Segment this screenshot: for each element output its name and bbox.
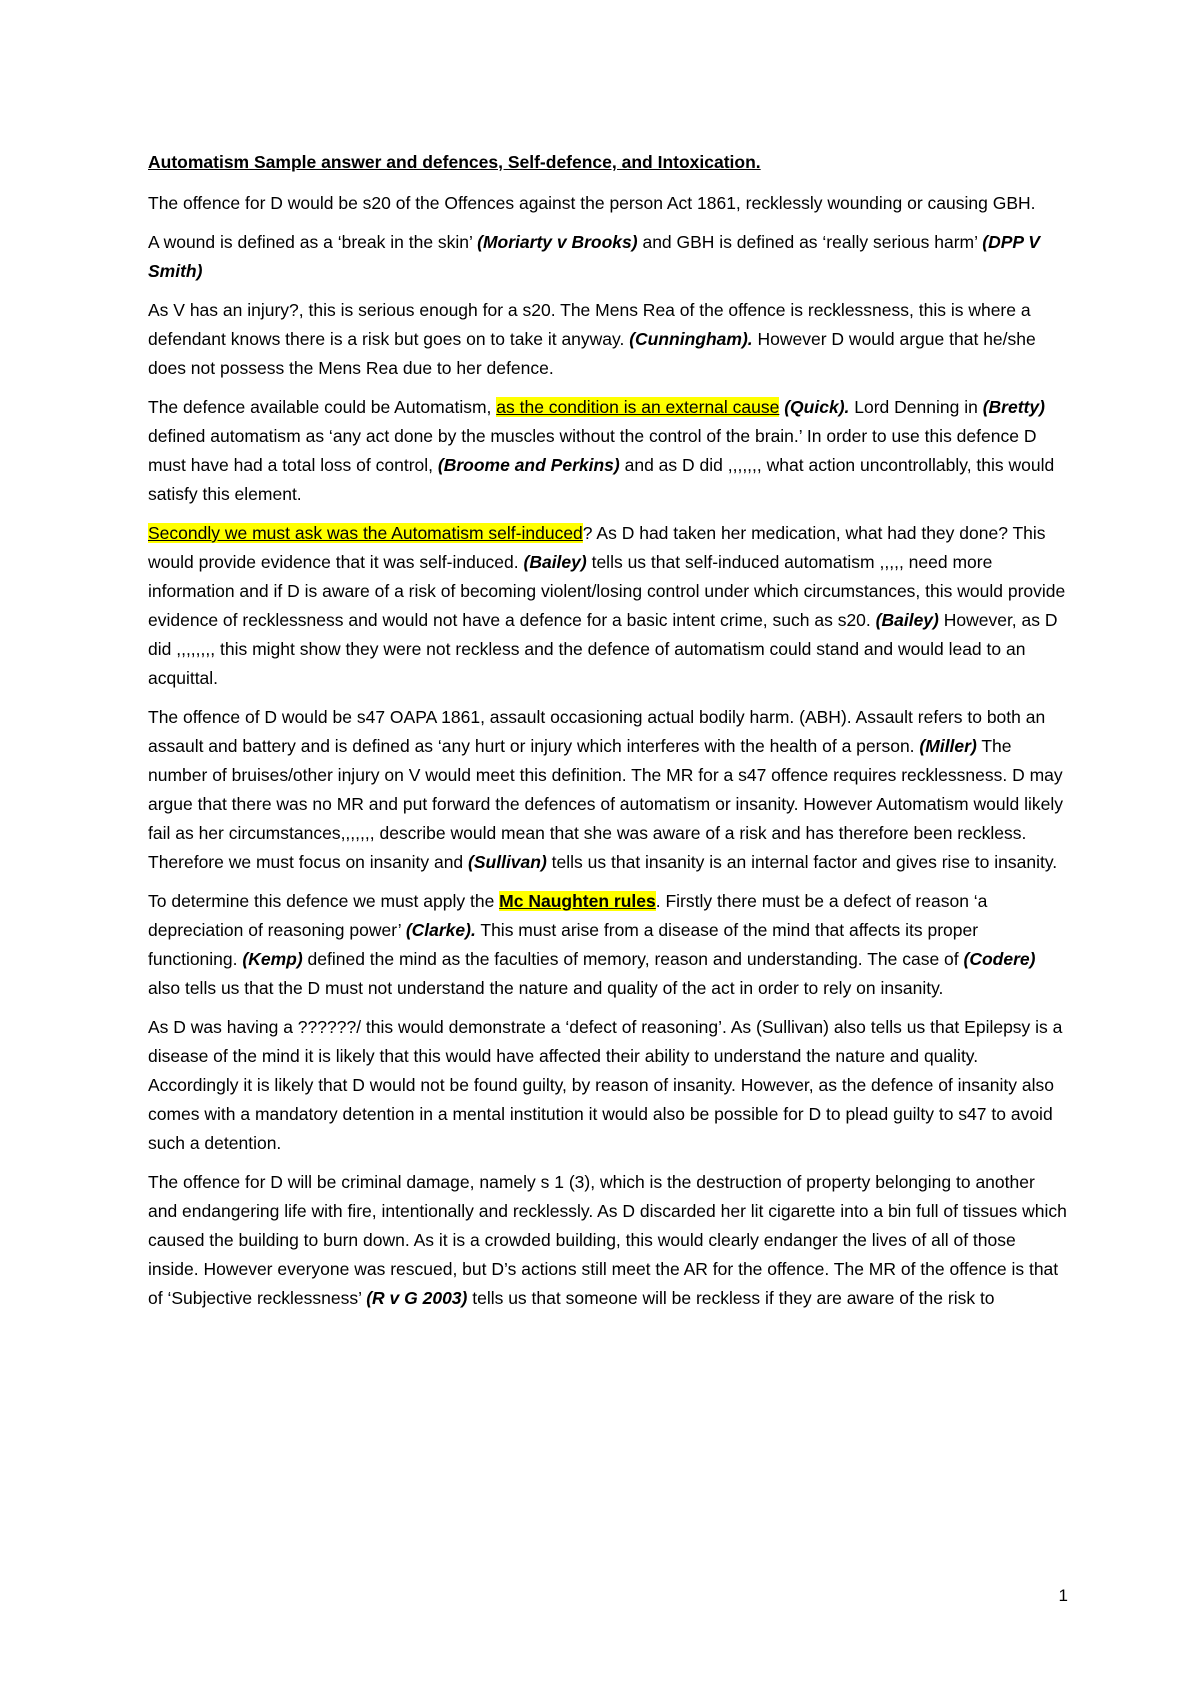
case-citation: (R v G 2003) — [366, 1288, 468, 1308]
text-run: tells us that someone will be reckless if they are aware of the risk to — [467, 1288, 995, 1308]
paragraph — [148, 296, 1068, 383]
text-run: tells us that insanity is an internal factor and gives rise to insanity. — [546, 852, 1058, 872]
highlighted-text: Secondly we must ask was the Automatism self-induced — [148, 523, 583, 543]
text-run: Lord Denning in — [849, 397, 983, 417]
case-citation: (Sullivan) — [468, 852, 547, 872]
text-run: The offence for D will be criminal damage, namely s 1 (3), which is the destruction of property belonging to another and endangering life with fire, intentionally and recklessly. As D discarded her lit cigarette into a bin full of tissues which caused the building to burn down. As it is a crowded building, this would clearly endanger the lives of all of those inside. However everyone was rescued, but D’s actions still meet the AR for the offence. The MR of the offence is that of ‘Subjective recklessness’ — [148, 1172, 1067, 1308]
highlighted-text: as the condition is an external cause — [496, 397, 780, 417]
text-run: and as D did ,,,,,,, what action uncontrollably, this would satisfy this element. — [148, 455, 1055, 504]
text-run: This must arise from a disease of the mind that affects its proper functioning. — [148, 920, 979, 969]
case-citation: (Clarke). — [405, 920, 476, 940]
case-citation: (Bailey) — [523, 552, 587, 572]
text-run: also tells us that the D must not understand the nature and quality of the act in order to rely on insanity. — [148, 978, 944, 998]
case-citation: (DPP V Smith) — [148, 232, 1040, 281]
document-body — [148, 148, 1068, 1323]
paragraph — [148, 228, 1068, 286]
case-citation: (Miller) — [919, 736, 977, 756]
case-citation: (Quick). — [784, 397, 850, 417]
text-run: However D would argue that he/she does not possess the Mens Rea due to her defence. — [148, 329, 1036, 378]
paragraph — [148, 519, 1068, 693]
case-citation: (Sullivan) — [756, 1017, 829, 1037]
page-number: 1 — [1058, 1586, 1068, 1605]
case-citation: (Codere) — [963, 949, 1036, 969]
text-run: also tells us that Epilepsy is a disease of the mind it is likely that this would have affected their ability to understand the nature and quality. Accordingly it is likely that D would not be found guilty, by reason of insanity. However, as the defence of insanity also comes with a mandatory detention in a mental institution it would also be possible for D to plead guilty to s47 to avoid such a detention. — [148, 1017, 1063, 1153]
text-run: and GBH is defined as ‘really serious harm’ — [637, 232, 983, 252]
case-citation: (Moriarty v Brooks) — [477, 232, 638, 252]
paragraph — [148, 189, 1068, 218]
text-run: The offence of D would be s47 OAPA 1861, assault occasioning actual bodily harm. (ABH). Assault refers to both an assault and battery and is defined as ‘any hurt or injury which interferes with the health of a person. — [148, 707, 1046, 756]
paragraph — [148, 1013, 1068, 1158]
case-citation: (Bretty) — [982, 397, 1045, 417]
text-run: . Firstly there must be a defect of reason ‘a depreciation of reasoning power’ — [148, 891, 988, 940]
case-citation: (Bailey) — [875, 610, 939, 630]
text-run: The offence for D would be s20 of the Offences against the person Act 1861, recklessly wounding or causing GBH. — [148, 193, 1036, 213]
text-run: ? As D had taken her medication, what had they done? This would provide evidence that it was self-induced. — [148, 523, 1046, 572]
paragraph — [148, 1168, 1068, 1313]
text-run: tells us that self-induced automatism ,,,,, need more information and if D is aware of a risk of becoming violent/losing control under which circumstances, this would provide evidence of recklessness and would not have a defence for a basic intent crime, such as s20. — [148, 552, 1066, 630]
text-run: defined the mind as the faculties of memory, reason and understanding. The case of — [302, 949, 964, 969]
case-citation: (Kemp) — [242, 949, 303, 969]
text-run: The defence available could be Automatism, — [148, 397, 497, 417]
text-run: The number of bruises/other injury on V would meet this definition. The MR for a s47 offence requires recklessness. D may argue that there was no MR and put forward the defences of automatism or insanity. However Automatism would likely fail as her circumstances,,,,,,, describe would mean that she was aware of a risk and has therefore been reckless. Therefore we must focus on insanity and — [148, 736, 1063, 872]
text-run: As V has an injury?, this is serious enough for a s20. The Mens Rea of the offence is recklessness, this is where a defendant knows there is a risk but goes on to take it anyway. — [148, 300, 1031, 349]
paragraph — [148, 393, 1068, 509]
text-run: A wound is defined as a ‘break in the skin’ — [148, 232, 478, 252]
document-title: Automatism Sample answer and defences, Self-defence, and Intoxication. — [148, 152, 761, 172]
text-run: As D was having a ??????/ this would demonstrate a ‘defect of reasoning’. As — [148, 1017, 756, 1037]
highlighted-text: Mc Naughten rules — [499, 891, 656, 911]
paragraph — [148, 887, 1068, 1003]
case-citation: (Cunningham). — [629, 329, 753, 349]
text-run: To determine this defence we must apply the — [148, 891, 500, 911]
paragraph — [148, 703, 1068, 877]
text-run: However, as D did ,,,,,,,, this might show they were not reckless and the defence of automatism could stand and would lead to an acquittal. — [148, 610, 1058, 688]
case-citation: (Broome and Perkins) — [437, 455, 620, 475]
paragraph-container — [148, 189, 1068, 1313]
text-run: defined automatism as ‘any act done by the muscles without the control of the brain.’ In order to use this defence D must have had a total loss of control, — [148, 426, 1037, 475]
